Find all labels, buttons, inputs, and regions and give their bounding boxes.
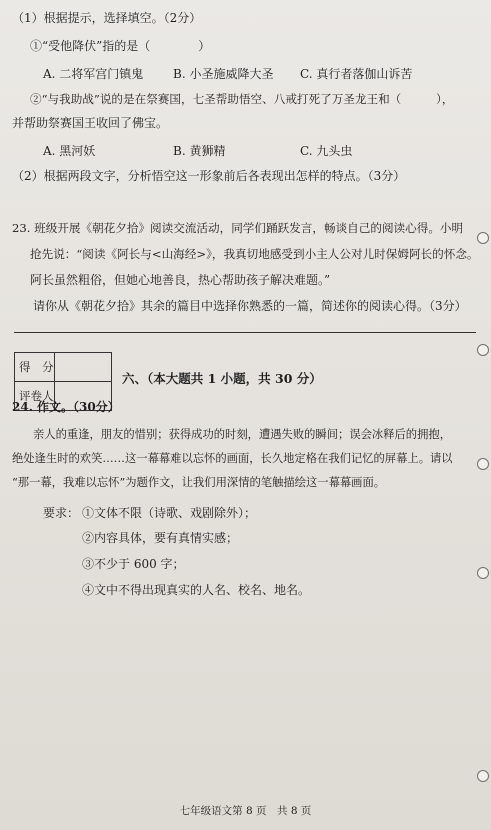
q22-item1: ①“受他降伏”指的是（ ） xyxy=(30,39,211,53)
q24-requirement-1: ①文体不限（诗歌、戏剧除外）； xyxy=(82,506,257,520)
q22-item1-option-b: B. 小圣施威降大圣 xyxy=(173,67,274,81)
q24-requirement-3: ③不少于 600 字； xyxy=(82,557,185,571)
q23-line1: 23. 班级开展《朝花夕拾》阅读交流活动，同学们踊跃发言，畅谈自己的阅读心得。小明 xyxy=(12,221,464,235)
q23-line2: 抢先说：“阅读《阿长与<山海经>》，我真切地感受到小主人公对儿时保姆阿长的怀念。 xyxy=(30,247,479,261)
q24-requirement-4: ④文中不得出现真实的人名、校名、地名。 xyxy=(82,583,311,597)
binder-hole xyxy=(477,567,489,579)
binder-hole xyxy=(477,458,489,470)
answer-line xyxy=(14,332,476,333)
q22-item2-option-a: A. 黑河妖 xyxy=(43,144,96,158)
q24-requirement-2: ②内容具体，要有真情实感； xyxy=(82,531,239,545)
binder-hole xyxy=(477,770,489,782)
binder-hole xyxy=(477,344,489,356)
q22-item1-option-c: C. 真行者落伽山诉苦 xyxy=(300,67,413,81)
binder-hole xyxy=(477,232,489,244)
q22-item1-option-a: A. 二将军宫门镇鬼 xyxy=(43,67,144,81)
q24-prompt-line3: “那一幕，我难以忘怀”为题作文，让我们用深情的笔触描绘这一幕幕画面。 xyxy=(12,476,386,489)
q24-prompt-line2: 绝处逢生时的欢笑……这一幕幕难以忘怀的画面，长久地定格在我们记忆的屏幕上。请以 xyxy=(12,452,453,465)
q22-item2-option-c: C. 九头虫 xyxy=(300,144,353,158)
q22-item2-line1: ②“与我助战”说的是在祭赛国，七圣帮助悟空、八戒打死了万圣龙王和（ ）， xyxy=(30,92,454,106)
q24-requirements-label: 要求： xyxy=(43,506,80,520)
score-cell xyxy=(55,353,112,382)
q24-title: 24. 作文。（30分） xyxy=(12,400,120,414)
q22-item2-option-b: B. 黄狮精 xyxy=(173,144,226,158)
q24-prompt-line1: 亲人的重逢，朋友的惜别；获得成功的时刻，遭遇失败的瞬间；误会冰释后的拥抱， xyxy=(33,428,451,441)
q22-part1-label: （1）根据提示，选择填空。（2分） xyxy=(12,11,202,25)
q23-line3: 阿长虽然粗俗，但她心地善良，热心帮助孩子解决难题。” xyxy=(30,273,331,287)
q23-line4: 请你从《朝花夕拾》其余的篇目中选择你熟悉的一篇，简述你的阅读心得。（3分） xyxy=(33,299,467,313)
score-label: 得 分 xyxy=(15,353,55,382)
grader-label: 评卷人 xyxy=(15,382,55,411)
q22-item2-line2: 并帮助祭赛国王收回了佛宝。 xyxy=(12,116,169,130)
page-footer: 七年级语文第 8 页 共 8 页 xyxy=(179,805,312,817)
section-title: 六、（本大题共 1 小题，共 30 分） xyxy=(122,371,322,386)
q22-part2: （2）根据两段文字，分析悟空这一形象前后各表现出怎样的特点。（3分） xyxy=(12,169,406,183)
